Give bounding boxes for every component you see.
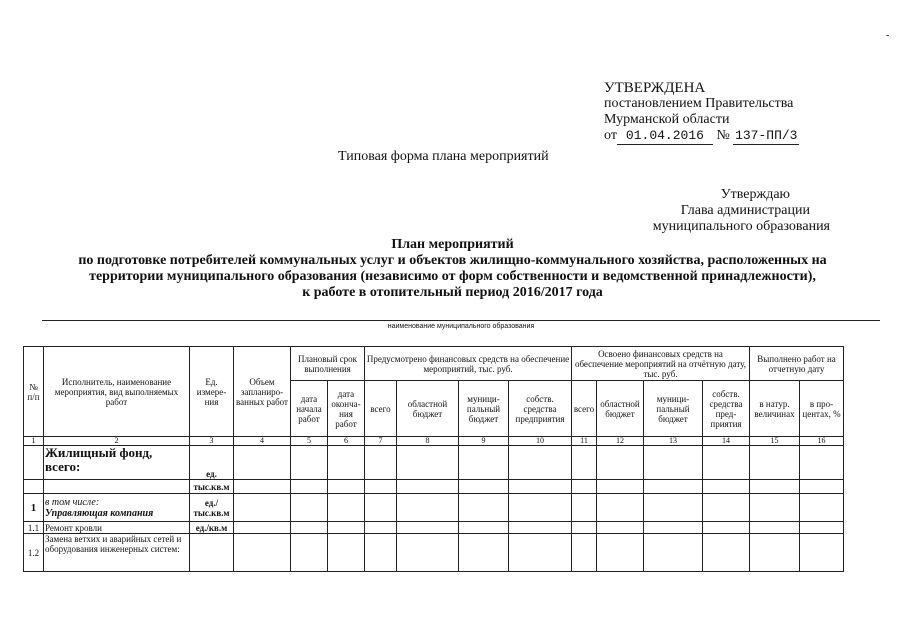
approval-line-1: постановлением Правительства [604, 96, 794, 111]
row-1-prefix: в том числе: [45, 496, 100, 508]
col-number: 10 [509, 437, 572, 446]
col-number: 16 [800, 437, 844, 446]
plan-title-line-2: по подготовке потребителей коммунальных услуг и объектов жилищно-коммунального хозяйства, расположенных на [78, 253, 827, 268]
header-planned-municipal: муници-пальный бюджет [459, 381, 509, 437]
approval-date-line [604, 128, 799, 145]
header-planned-funds: Предусмотрено финансовых средств на обеспечение мероприятий, тыс. руб. [365, 347, 572, 381]
plan-title-line-4: к работе в отопительный период 2016/2017 года [302, 285, 603, 300]
table-row [24, 446, 844, 480]
plan-table [23, 346, 844, 572]
table-row [24, 480, 844, 494]
header-mastered-municipal: муници-пальный бюджет [644, 381, 703, 437]
header-done: Выполнено работ на отчетную дату [750, 347, 844, 381]
header-planned-own: собств. средства предприятия [509, 381, 572, 437]
col-number: 14 [703, 437, 750, 446]
col-number: 11 [572, 437, 597, 446]
row-1-unit: ед./ тыс.кв.м [190, 494, 234, 522]
utverzhdayu-block [620, 187, 830, 235]
header-mastered-total: всего [572, 381, 597, 437]
table-row [24, 522, 844, 534]
col-number: 9 [459, 437, 509, 446]
margin-mark: - [886, 30, 890, 41]
approval-number: 137-ПП/3 [735, 128, 798, 143]
header-num: № п/п [24, 347, 44, 437]
header-volume: Объем запланиро-ванных работ [234, 347, 291, 437]
col-number: 12 [597, 437, 644, 446]
header-term: Плановый срок выполнения [291, 347, 365, 381]
housing-total-label: Жилищный фонд, всего: [44, 446, 190, 480]
plan-title [20, 237, 885, 301]
header-mastered-own: собств. средства пред-приятия [703, 381, 750, 437]
header-executor: Исполнитель, наименование мероприятия, вид выполняемых работ [44, 347, 190, 437]
header-mastered-funds: Освоено финансовых средств на обеспечение мероприятий на отчётную дату, тыс. руб. [572, 347, 750, 381]
row-1-1-unit: ед./кв.м [190, 522, 234, 534]
utverzhdayu-line-2: Глава администрации [680, 203, 810, 218]
row-1-num: 1 [24, 494, 44, 522]
plan-title-line-1: План мероприятий [391, 237, 514, 252]
housing-unit-2: тыс.кв.м [190, 480, 234, 494]
header-planned-regional: областной бюджет [397, 381, 459, 437]
plan-title-line-3: территории муниципального образования (независимо от форм собственности и ведомственной принадлежности), [89, 269, 816, 284]
col-number: 2 [44, 437, 190, 446]
header-unit: Ед. измере-ния [190, 347, 234, 437]
row-1-2-name: Замена ветхих и аварийных сетей и оборудования инженерных систем: [44, 534, 190, 572]
approval-block [604, 80, 799, 145]
approval-line-2: Мурманской области [604, 112, 730, 127]
approval-number-label: № [716, 128, 730, 143]
header-end-date: дата оконча-ния работ [328, 381, 365, 437]
row-1-1-num: 1.1 [24, 522, 44, 534]
row-1-cell [44, 494, 190, 522]
col-number: 7 [365, 437, 397, 446]
form-title: Типовая форма плана мероприятий [338, 149, 549, 164]
row-1-name: Управляющая компания [45, 507, 154, 519]
header-start-date: дата начала работ [291, 381, 328, 437]
municipality-caption: наименование муниципального образования [387, 323, 535, 330]
header-mastered-regional: областной бюджет [597, 381, 644, 437]
row-1-2-num: 1.2 [24, 534, 44, 572]
col-number: 1 [24, 437, 44, 446]
municipality-line [42, 320, 880, 321]
col-number: 4 [234, 437, 291, 446]
header-natural: в натур. величинах [750, 381, 800, 437]
utverzhdayu-line-3: муниципального образования [652, 219, 830, 234]
col-number: 15 [750, 437, 800, 446]
table-row [24, 494, 844, 522]
approval-date: 01.04.2016 [617, 128, 713, 145]
header-percent: в про-центах, % [800, 381, 844, 437]
utverzhdayu-line-1: Утверждаю [720, 187, 790, 202]
col-number: 8 [397, 437, 459, 446]
col-number: 13 [644, 437, 703, 446]
approval-title: УТВЕРЖДЕНА [604, 80, 706, 96]
col-number: 3 [190, 437, 234, 446]
table-row [24, 534, 844, 572]
housing-unit-1: ед. [190, 446, 234, 480]
approval-from-label: от [604, 128, 617, 143]
col-number: 6 [328, 437, 365, 446]
row-1-1-name: Ремонт кровли [44, 522, 190, 534]
col-number: 5 [291, 437, 328, 446]
header-planned-total: всего [365, 381, 397, 437]
